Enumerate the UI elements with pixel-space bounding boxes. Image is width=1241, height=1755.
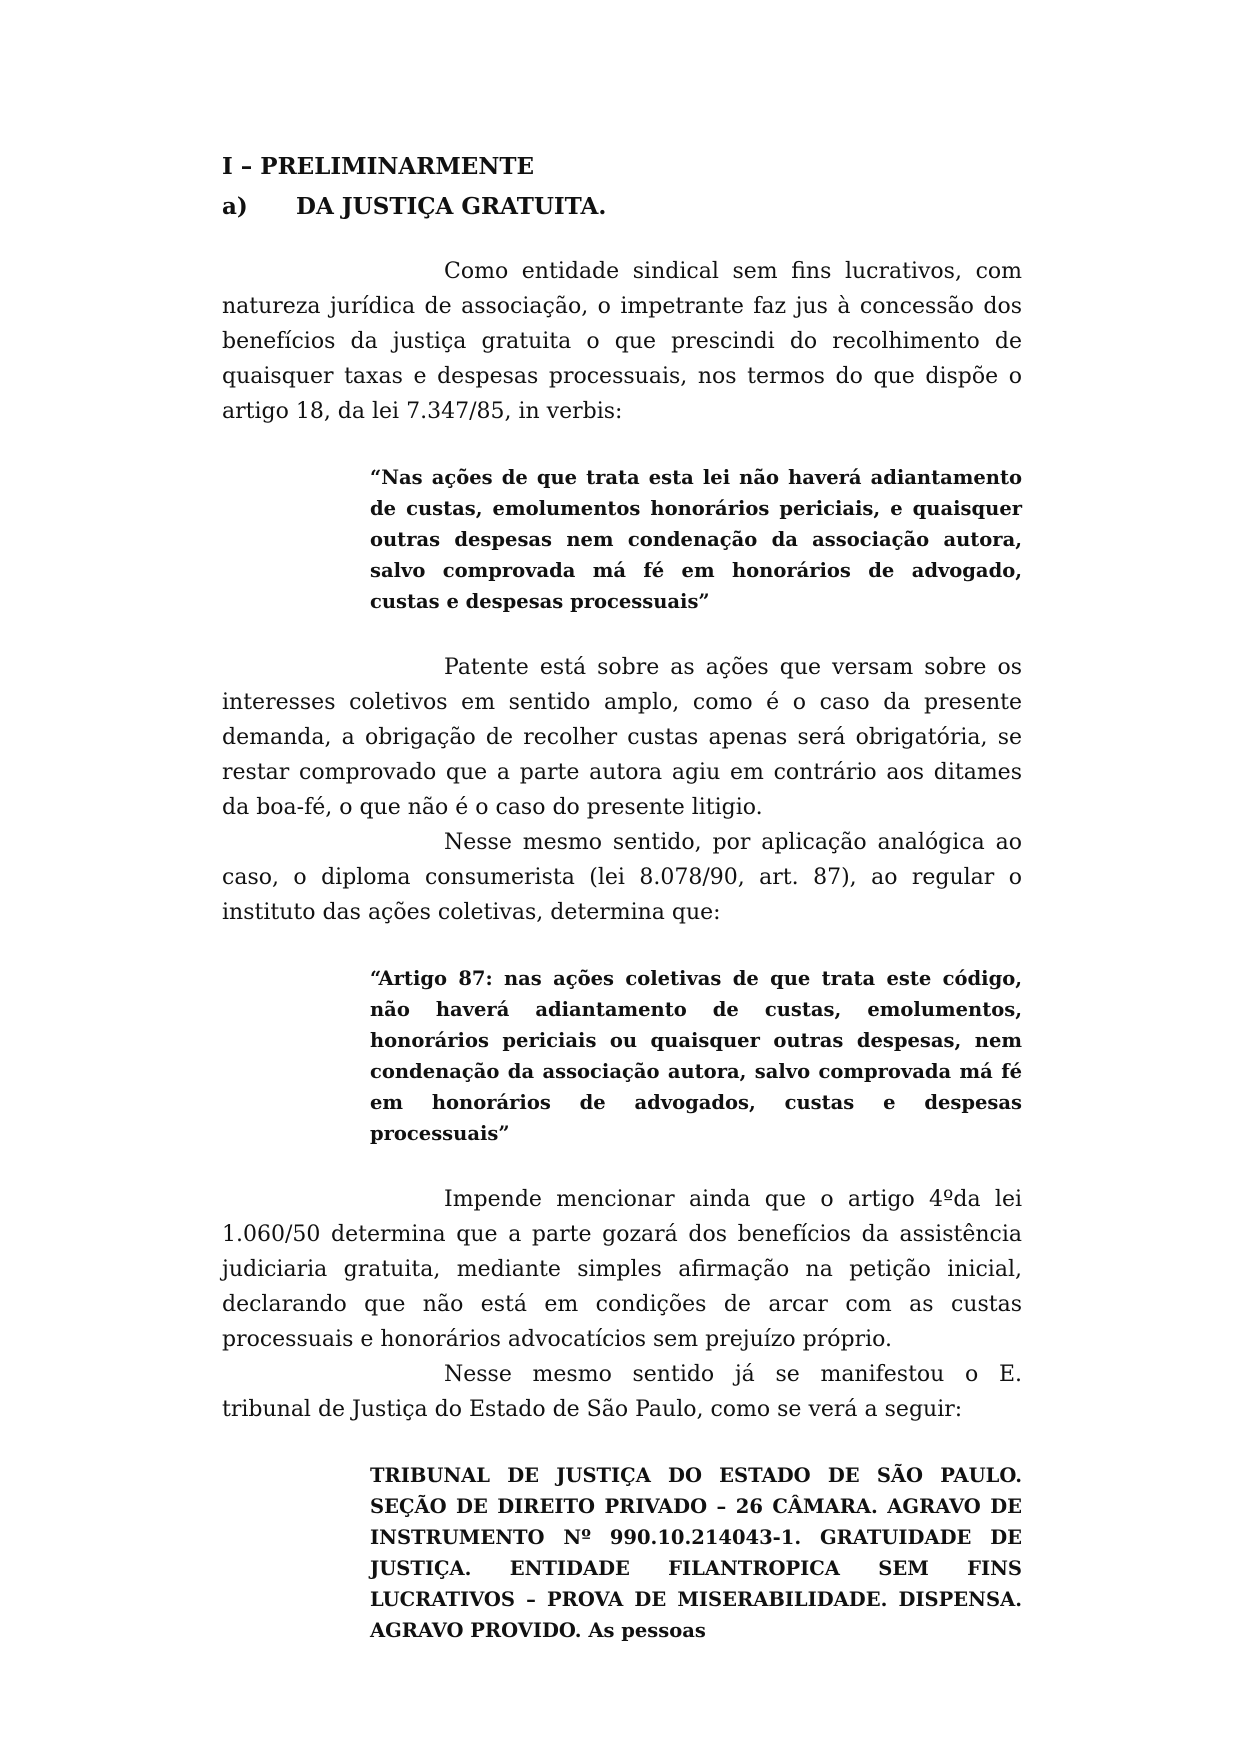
paragraph-2: Patente está sobre as ações que versam sobre os interesses coletivos em sentido amplo, como é o caso da presente demanda, a obrigação de recolher custas apenas será obrigatória, se restar comprovado que a parte autora agiu em contrário aos ditames da boa-fé, o que não é o caso do presente litigio.	[222, 655, 1022, 820]
paragraph-5: Nesse mesmo sentido já se manifestou o E. tribunal de Justiça do Estado de São Paulo, como se verá a seguir:	[222, 1362, 1022, 1422]
paragraph-3: Nesse mesmo sentido, por aplicação analógica ao caso, o diploma consumerista (lei 8.078/90, art. 87), ao regular o instituto das ações coletivas, determina que:	[222, 830, 1022, 925]
spacer	[222, 930, 1022, 963]
subsection-heading	[222, 190, 1022, 224]
quote-2: “Artigo 87: nas ações coletivas de que trata este código, não haverá adiantamento de custas, emolumentos, honorários periciais ou quaisquer outras despesas, nem condenação da associação autora, salvo comprovada má fé em honorários de advogados, custas e despesas processuais”	[370, 967, 1022, 1145]
quote-3: TRIBUNAL DE JUSTIÇA DO ESTADO DE SÃO PAULO. SEÇÃO DE DIREITO PRIVADO – 26 CÂMARA. AGRAVO DE INSTRUMENTO Nº 990.10.214043-1. GRATUIDADE DE JUSTIÇA. ENTIDADE FILANTROPICA SEM FINS LUCRATIVOS – PROVA DE MISERABILIDADE. DISPENSA. AGRAVO PROVIDO. As pessoas	[370, 1464, 1022, 1642]
quote-1: “Nas ações de que trata esta lei não haverá adiantamento de custas, emolumentos honorários periciais, e quaisquer outras despesas nem condenação da associação autora, salvo comprovada má fé em honorários de advogado, custas e despesas processuais”	[370, 466, 1022, 613]
document-body	[222, 150, 1022, 1646]
section-title: I – PRELIMINARMENTE	[222, 153, 535, 180]
spacer	[222, 1149, 1022, 1182]
paragraph-4: Impende mencionar ainda que o artigo 4ºda lei 1.060/50 determina que a parte gozará dos benefícios da assistência judiciaria gratuita, mediante simples afirmação na petição inicial, declarando que não está em condições de arcar com as custas processuais e honorários advocatícios sem prejuízo próprio.	[222, 1187, 1022, 1352]
paragraph-1: Como entidade sindical sem fins lucrativos, com natureza jurídica de associação, o impetrante faz jus à concessão dos benefícios da justiça gratuita o que prescindi do recolhimento de quaisquer taxas e despesas processuais, nos termos do que dispõe o artigo 18, da lei 7.347/85, in verbis:	[222, 259, 1022, 424]
subsection-number: a)	[222, 193, 248, 220]
spacer	[222, 1427, 1022, 1460]
subsection-title: DA JUSTIÇA GRATUITA.	[296, 193, 607, 220]
spacer	[222, 617, 1022, 650]
spacer	[222, 429, 1022, 462]
spacer	[222, 224, 1022, 254]
